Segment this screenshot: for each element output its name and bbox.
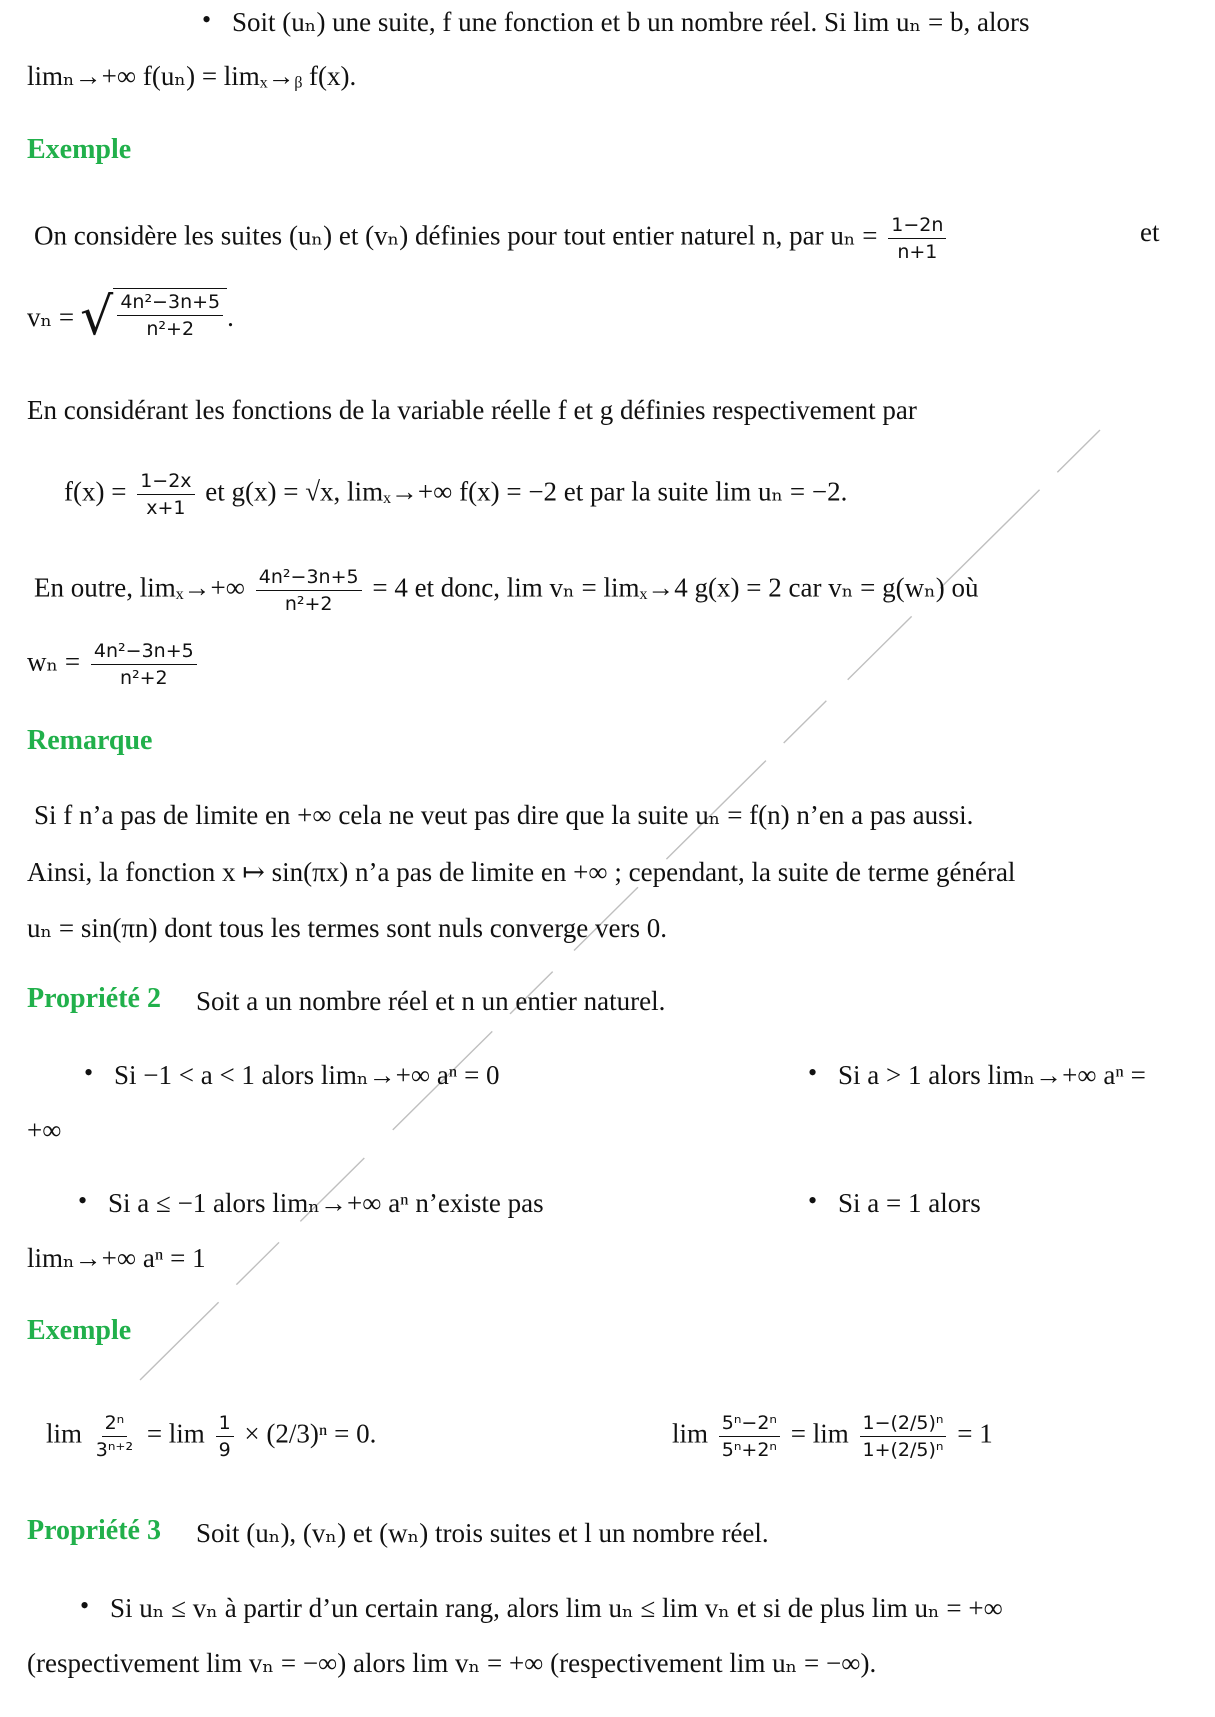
un-fraction: $\frac{1-2n}{n+1}$ (888, 214, 946, 263)
example-2-right-formula: lim $\frac{\text{5ⁿ−2ⁿ}}{\text{5ⁿ+2ⁿ}}$ = lim $\frac{\text{1−(2/5)ⁿ}}{\text{1+(2/5)ⁿ}}$ = 1 (672, 1412, 993, 1461)
property-2-bullet-2-continued: +∞ (27, 1115, 62, 1145)
example-definition-line: On considère les suites (uₙ) et (vₙ) définies pour tout entier naturel n, par uₙ = $\frac{1-2n}{n+1}$ (34, 214, 950, 263)
property-bullet-line: • Soit (uₙ) une suite, f une fonction et b un nombre réel. Si lim uₙ = b, alors (232, 4, 1029, 40)
property-2-text: Soit a un nombre réel et n un entier naturel. (196, 986, 666, 1016)
property-2-bullet-2: • Si a > 1 alors limₙ→+∞ aⁿ = (838, 1057, 1146, 1093)
property-2-heading: Propriété 2 (27, 983, 161, 1014)
wn-definition-line: wₙ = $\frac{\text{4n²−3n+5}}{\text{n²+2}}$ (27, 640, 201, 689)
property-3-bullet-1-continued: (respectivement lim vₙ = −∞) alors lim vₙ = +∞ (respectivement lim uₙ = −∞). (27, 1648, 877, 1678)
functions-definition-line: f(x) = $\frac{1-2x}{x+1}$ et g(x) = √x, limₓ→+∞ f(x) = −2 et par la suite lim uₙ = −2. (64, 470, 848, 519)
remark-line-3: uₙ = sin(πn) dont tous les termes sont nuls converge vers 0. (27, 913, 667, 943)
example-heading: Exemple (27, 134, 132, 165)
functions-intro-line: En considérant les fonctions de la variable réelle f et g définies respectivement par (27, 395, 917, 425)
limit-vn-line: En outre, limₓ→+∞ $\frac{\text{4n²−3n+5}}{\text{n²+2}}$ = 4 et donc, lim vₙ = limₓ→4 g(x) = 2 car vₙ = g(wₙ) où (34, 566, 979, 615)
et-word: et (1140, 217, 1160, 247)
square-root: √ $\frac{\text{4n²−3n+5}}{\text{n²+2}}$ (80, 288, 227, 346)
property-3-heading: Propriété 3 (27, 1515, 161, 1546)
remark-line-1: Si f n’a pas de limite en +∞ cela ne veut pas dire que la suite uₙ = f(n) n’en a pas aussi. (34, 800, 974, 830)
property-2-bullet-4: • Si a = 1 alors (838, 1185, 981, 1221)
example-2-left-formula: lim $\frac{\text{2ⁿ}}{\text{3ⁿ⁺²}}$ = lim $\frac{1}{9}$ × (2/3)ⁿ = 0. (46, 1412, 377, 1461)
remark-heading: Remarque (27, 725, 153, 756)
property-2-bullet-3: • Si a ≤ −1 alors limₙ→+∞ aⁿ n’existe pas (108, 1185, 544, 1221)
property-2-bullet-4-continued: limₙ→+∞ aⁿ = 1 (27, 1243, 206, 1273)
property-2-bullet-1: • Si −1 < a < 1 alors limₙ→+∞ aⁿ = 0 (114, 1057, 500, 1093)
remark-line-2: Ainsi, la fonction x ↦ sin(πx) n’a pas de limite en +∞ ; cependant, la suite de terme général (27, 857, 1016, 887)
property-3-bullet-1: • Si uₙ ≤ vₙ à partir d’un certain rang, alors lim uₙ ≤ lim vₙ et si de plus lim uₙ = +∞ (110, 1590, 1003, 1626)
vn-definition-line: vₙ = √ $\frac{\text{4n²−3n+5}}{\text{n²+2}}$ . (27, 287, 234, 347)
property-3-text: Soit (uₙ), (vₙ) et (wₙ) trois suites et l un nombre réel. (196, 1518, 769, 1548)
example-2-heading: Exemple (27, 1315, 132, 1346)
limit-composition-line: limₙ→+∞ f(uₙ) = limₓ→ᵦ f(x). (27, 61, 357, 91)
